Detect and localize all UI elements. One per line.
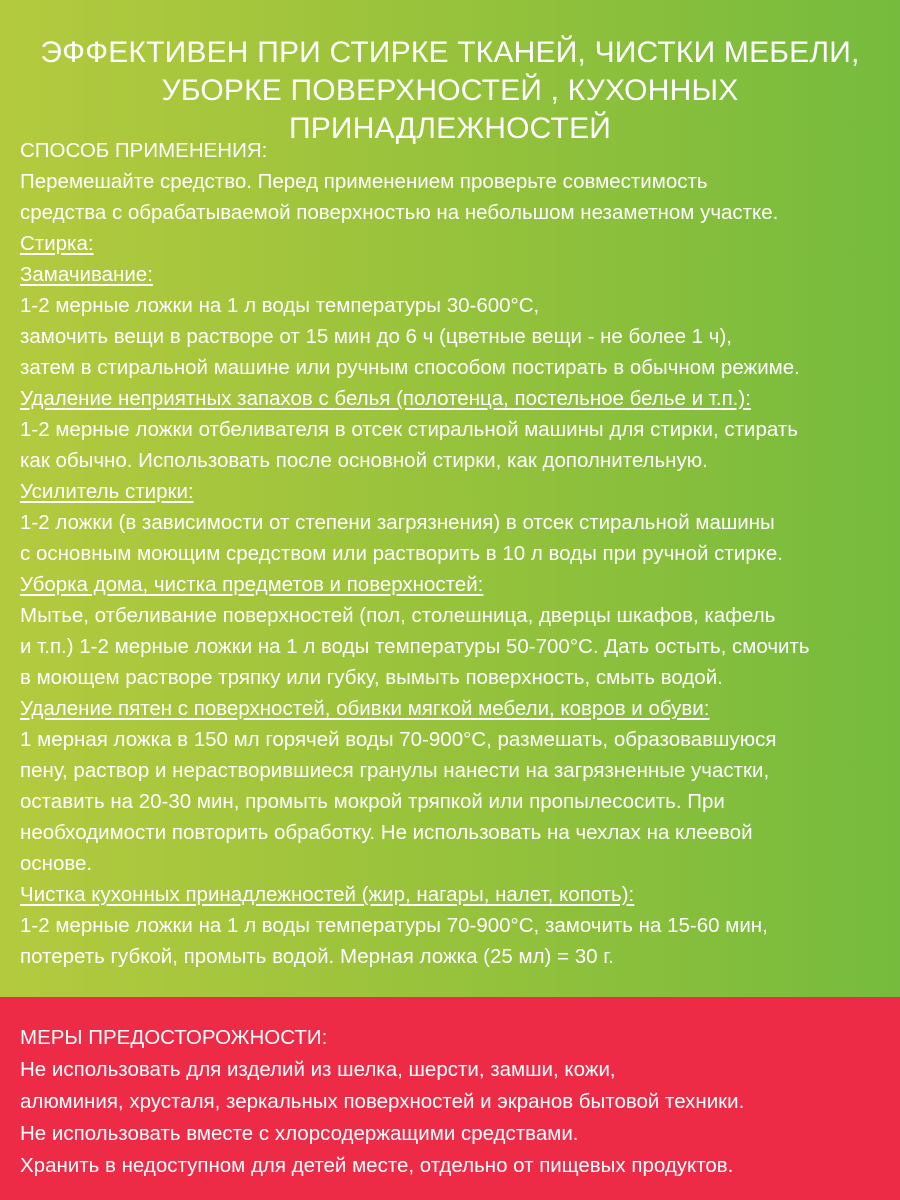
headline-line-1: ЭФФЕКТИВЕН ПРИ СТИРКЕ ТКАНЕЙ, ЧИСТКИ МЕБЕЛИ, bbox=[40, 36, 860, 69]
instruction-line: 1-2 мерные ложки на 1 л воды температуры 70-900°С, замочить на 15-60 мин, bbox=[20, 914, 768, 937]
instruction-line: замочить вещи в растворе от 15 мин до 6 ч (цветные вещи - не более 1 ч), bbox=[20, 325, 732, 348]
instruction-line: Перемешайте средство. Перед применением проверьте совместимость bbox=[20, 170, 708, 193]
section-heading: Усилитель стирки: bbox=[20, 480, 194, 503]
section-heading: Стирка: bbox=[20, 232, 94, 255]
instruction-line: 1-2 мерные ложки на 1 л воды температуры 30-600°С, bbox=[20, 294, 540, 317]
instruction-line: 1-2 мерные ложки отбеливателя в отсек стиральной машины для стирки, стирать bbox=[20, 418, 798, 441]
headline-line-2: УБОРКЕ ПОВЕРХНОСТЕЙ , КУХОННЫХ ПРИНАДЛЕЖНОСТЕЙ bbox=[161, 74, 739, 145]
instruction-line: как обычно. Использовать после основной стирки, как дополнительную. bbox=[20, 449, 708, 472]
instruction-line: средства с обрабатываемой поверхностью на небольшом незаметном участке. bbox=[20, 201, 779, 224]
instruction-line: оставить на 20-30 мин, промыть мокрой тряпкой или пропылесосить. При bbox=[20, 790, 725, 813]
instruction-line: основе. bbox=[20, 852, 93, 875]
section-heading: Чистка кухонных принадлежностей (жир, нагары, налет, копоть): bbox=[20, 883, 635, 906]
instruction-line: 1-2 ложки (в зависимости от степени загрязнения) в отсек стиральной машины bbox=[20, 511, 775, 534]
precautions-text bbox=[20, 1022, 890, 1182]
instruction-line: необходимости повторить обработку. Не использовать на чехлах на клеевой bbox=[20, 821, 753, 844]
instruction-line: с основным моющим средством или растворить в 10 л воды при ручной стирке. bbox=[20, 542, 783, 565]
precaution-line: Хранить в недоступном для детей месте, отдельно от пищевых продуктов. bbox=[20, 1154, 734, 1177]
section-heading: Замачивание: bbox=[20, 263, 153, 286]
precaution-line: Не использовать вместе с хлорсодержащими средствами. bbox=[20, 1122, 579, 1145]
instruction-line: пену, раствор и нерастворившиеся гранулы нанести на загрязненные участки, bbox=[20, 759, 770, 782]
section-heading: Уборка дома, чистка предметов и поверхностей: bbox=[20, 573, 484, 596]
instruction-line: потереть губкой, промыть водой. Мерная ложка (25 мл) = 30 г. bbox=[20, 945, 614, 968]
precaution-line: Не использовать для изделий из шелка, шерсти, замши, кожи, bbox=[20, 1058, 616, 1081]
instruction-line: СПОСОБ ПРИМЕНЕНИЯ: bbox=[20, 139, 268, 162]
instruction-line: в моющем растворе тряпку или губку, вымыть поверхность, смыть водой. bbox=[20, 666, 723, 689]
precaution-line: алюминия, хрусталя, зеркальных поверхностей и экранов бытовой техники. bbox=[20, 1090, 745, 1113]
instruction-line: Мытье, отбеливание поверхностей (пол, столешница, дверцы шкафов, кафель bbox=[20, 604, 776, 627]
section-heading: Удаление пятен с поверхностей, обивки мягкой мебели, ковров и обуви: bbox=[20, 697, 710, 720]
headline bbox=[0, 34, 900, 148]
precautions-heading: МЕРЫ ПРЕДОСТОРОЖНОСТИ: bbox=[20, 1026, 328, 1049]
instruction-line: 1 мерная ложка в 150 мл горячей воды 70-900°С, размешать, образовавшуюся bbox=[20, 728, 777, 751]
instruction-line: затем в стиральной машине или ручным способом постирать в обычном режиме. bbox=[20, 356, 800, 379]
usage-instructions bbox=[20, 135, 890, 972]
instruction-line: и т.п.) 1-2 мерные ложки на 1 л воды температуры 50-700°С. Дать остыть, смочить bbox=[20, 635, 810, 658]
section-heading: Удаление неприятных запахов с белья (полотенца, постельное белье и т.п.): bbox=[20, 387, 751, 410]
